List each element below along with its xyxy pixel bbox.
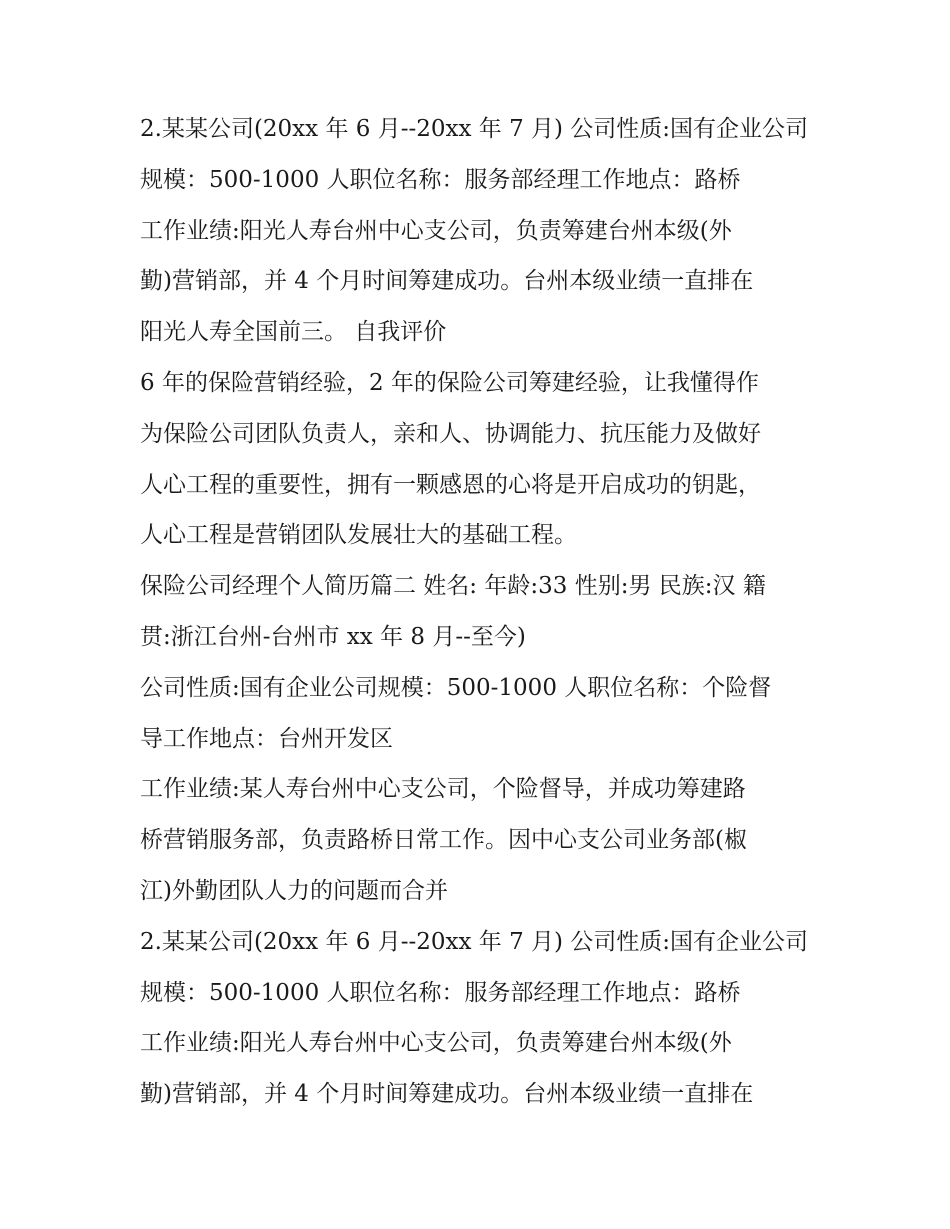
text-line: 勤)营销部，并 4 个月时间筹建成功。台州本级业绩一直排在 (140, 268, 754, 295)
text-line: 江)外勤团队人力的问题而合并 (140, 877, 448, 904)
text-line: 规模：500-1000 人职位名称：服务部经理工作地点：路桥 (140, 979, 741, 1006)
text-line: 桥营销服务部，负责路桥日常工作。因中心支公司业务部(椒 (140, 827, 747, 854)
text-line: 规模：500-1000 人职位名称：服务部经理工作地点：路桥 (140, 166, 741, 193)
text-line: 贯:浙江台州-台州市 xx 年 8 月--至今) (140, 623, 526, 650)
text-line: 工作业绩:阳光人寿台州中心支公司，负责筹建台州本级(外 (140, 217, 732, 244)
text-line: 公司性质:国有企业公司规模：500-1000 人职位名称：个险督 (140, 674, 772, 701)
text-line: 勤)营销部，并 4 个月时间筹建成功。台州本级业绩一直排在 (140, 1081, 754, 1108)
text-line: 2.某某公司(20xx 年 6 月--20xx 年 7 月) 公司性质:国有企业公司 (140, 116, 809, 142)
document-body (140, 104, 820, 1120)
text-line: 工作业绩:某人寿台州中心支公司，个险督导，并成功筹建路 (140, 776, 746, 803)
text-line: 人心工程是营销团队发展壮大的基础工程。 (140, 522, 577, 549)
text-line: 导工作地点：台州开发区 (140, 725, 393, 752)
text-line: 阳光人寿全国前三。 自我评价 (140, 319, 447, 346)
text-line: 为保险公司团队负责人，亲和人、协调能力、抗压能力及做好 (140, 420, 761, 447)
text-line: 6 年的保险营销经验，2 年的保险公司筹建经验，让我懂得作 (140, 369, 759, 396)
text-line: 人心工程的重要性，拥有一颗感恩的心将是开启成功的钥匙， (140, 471, 761, 498)
text-line: 保险公司经理个人简历篇二 姓名: 年龄:33 性别:男 民族:汉 籍 (140, 573, 766, 600)
text-line: 工作业绩:阳光人寿台州中心支公司，负责筹建台州本级(外 (140, 1030, 732, 1057)
text-line: 2.某某公司(20xx 年 6 月--20xx 年 7 月) 公司性质:国有企业公司 (140, 928, 809, 955)
